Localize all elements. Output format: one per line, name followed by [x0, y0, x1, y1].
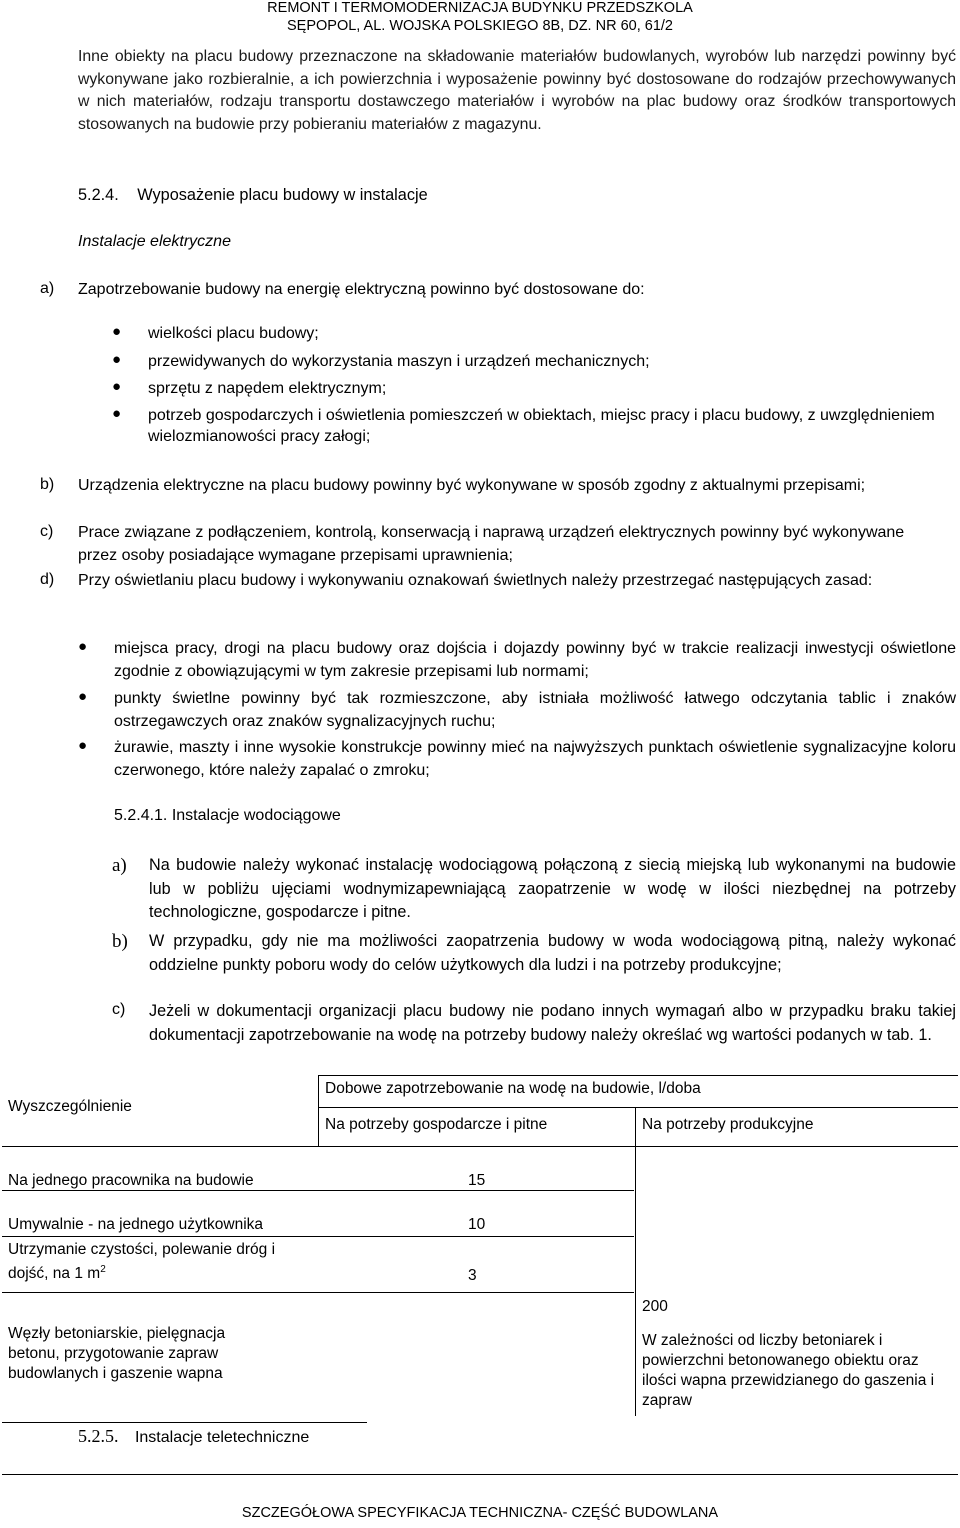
table-row-1-v1: 15 — [468, 1172, 486, 1189]
bullet-a-1-text: wielkości placu budowy; — [148, 325, 319, 342]
bullet-dot: ● — [78, 638, 88, 655]
table-line — [2, 1474, 958, 1475]
bullet-dot: ● — [78, 688, 88, 705]
water-item-c-text: Jeżeli w dokumentacji organizacji placu budowy nie podano innych wymagań albo w przypadku braku takiej dokumentacji zapotrzebowanie na wodę na potrzeby budowy należy określać wg wartości podanych w tab. 1. — [149, 1002, 956, 1044]
section-525-heading — [78, 1426, 309, 1448]
table-header-wyszczegolnienie: Wyszczególnienie — [8, 1098, 132, 1115]
item-c-label: c) — [40, 523, 54, 540]
water-item-a-label: a) — [112, 855, 127, 876]
bullet-dot: ● — [112, 378, 122, 395]
water-item-a-text: Na budowie należy wykonać instalację wodociągową połączoną z siecią miejską lub wykonanymi na budowie lub w pobliżu ujęciami wodnymizapewniającą zaopatrzenie w wodę w ilości niezbędnej na potrzeby technologiczne, gospodarcze i pitne. — [149, 856, 956, 921]
table-line — [2, 1146, 958, 1147]
bullet-dot: ● — [112, 323, 122, 340]
header-line-2: SĘPOPOL, AL. WOJSKA POLSKIEGO 8B, DZ. NR 60, 61/2 — [286, 17, 673, 34]
table-line — [318, 1075, 319, 1147]
table-subheader-1: Na potrzeby gospodarcze i pitne — [325, 1116, 548, 1133]
bullet-dot: ● — [112, 351, 122, 368]
table-header-group: Dobowe zapotrzebowanie na wodę na budowie, l/doba — [325, 1080, 701, 1097]
table-row-4-v2a: 200 — [642, 1298, 668, 1315]
item-b-label: b) — [40, 476, 55, 493]
bullet-dot: ● — [112, 405, 122, 422]
water-item-c-label: c) — [112, 1001, 126, 1018]
item-b — [40, 475, 956, 498]
section-525-number: 5.2.5. — [78, 1426, 119, 1446]
bullet-a-2-text: przewidywanych do wykorzystania maszyn i urządzeń mechanicznych; — [148, 353, 650, 370]
water-item-b — [112, 930, 956, 977]
water-item-b-text: W przypadku, gdy nie ma możliwości zaopatrzenia budowy w woda wodociągową pitną, należy wykonać oddzielne punkty poboru wody do celów użytkowych dla ludzi i na potrzeby produkcyjne; — [149, 932, 956, 974]
section-5241-heading: 5.2.4.1. Instalacje wodociągowe — [114, 807, 341, 824]
table-line — [2, 1292, 634, 1293]
page-footer: SZCZEGÓŁOWA SPECYFIKACJA TECHNICZNA- CZĘŚĆ BUDOWLANA — [241, 1505, 719, 1521]
item-d-text: Przy oświetlaniu placu budowy i wykonywaniu oznakowań świetlnych należy przestrzegać następujących zasad: — [78, 572, 873, 589]
page-header — [190, 0, 770, 35]
section-524-title: Wyposażenie placu budowy w instalacje — [137, 186, 428, 204]
item-d-label: d) — [40, 571, 55, 588]
section-525-title: Instalacje teletechniczne — [134, 1429, 310, 1446]
table-row-2-label: Umywalnie - na jednego użytkownika — [8, 1216, 264, 1233]
item-a — [40, 279, 956, 302]
item-b-text: Urządzenia elektryczne na placu budowy powinny być wykonywane w sposób zgodny z aktualnymi przepisami; — [78, 477, 866, 494]
table-row-4-label: Węzły betoniarskie, pielęgnacja betonu, przygotowanie zapraw budowlanych i gaszenie wapna — [8, 1325, 226, 1382]
section-524-number: 5.2.4. — [78, 186, 119, 204]
water-item-c — [112, 1000, 956, 1047]
bullet-a-3-text: sprzętu z napędem elektrycznym; — [148, 380, 387, 397]
table-line — [2, 1422, 367, 1423]
bullet-dot: ● — [78, 737, 88, 754]
table-row-4-v2b: W zależności od liczby betoniarek i powierzchni betonowanego obiektu oraz ilości wapna przewidzianego do gaszenia i zapraw — [642, 1332, 935, 1409]
table-row-3-v1: 3 — [468, 1267, 477, 1284]
table-row-2-v1: 10 — [468, 1216, 486, 1233]
water-item-b-label: b) — [112, 931, 128, 952]
section-524-heading — [78, 186, 428, 206]
subtitle-electrical: Instalacje elektryczne — [78, 233, 231, 250]
table-row-3-label-sup: 2 — [100, 1264, 106, 1275]
bullet-d-3-text: żurawie, maszty i inne wysokie konstrukcje powinny mieć na najwyższych punktach oświetlenie sygnalizacyjne koloru czerwonego, które należy zapalać o zmroku; — [114, 739, 956, 779]
water-item-a — [112, 854, 956, 925]
table-row-1-label: Na jednego pracownika na budowie — [8, 1172, 254, 1189]
item-c-text: Prace związane z podłączeniem, kontrolą, konserwacją i naprawą urządzeń elektrycznych powinny być wykonywane przez osoby posiadające wymagane przepisami uprawnienia; — [78, 524, 905, 564]
table-line — [318, 1107, 958, 1108]
table-subheader-2: Na potrzeby produkcyjne — [642, 1116, 814, 1133]
table-line — [635, 1107, 636, 1147]
item-c — [40, 522, 956, 567]
bullet-d-2-text: punkty świetlne powinny być tak rozmieszczone, aby istniała możliwość łatwego odczytania tablic i znaków ostrzegawczych oraz znaków sygnalizacyjnych ruchu; — [114, 690, 956, 730]
intro-paragraph: Inne obiekty na placu budowy przeznaczone na składowanie materiałów budowlanych, wyrobów lub narzędzi powinny być wykonywane jako rozbieralnie, a ich powierzchnia i wyposażenie powinny być dostosowane do rodzajów przechowywanych w nich materiałów, rodzaju transportu dostawczego materiałów i wyrobów na plac budowy oraz środków transportowych stosowanych na budowie przy pobieraniu materiałów z magazynu. — [78, 48, 956, 133]
header-line-1: REMONT I TERMOMODERNIZACJA BUDYNKU PRZEDSZKOLA — [267, 0, 693, 16]
item-a-text: Zapotrzebowanie budowy na energię elektryczną powinno być dostosowane do: — [78, 281, 645, 298]
table-row-3-label — [8, 1240, 318, 1284]
bullet-d-1-text: miejsca pracy, drogi na placu budowy oraz dojścia i dojazdy powinny być w trakcie realizacji inwestycji oświetlone zgodnie z obowiązującymi w tym zakresie przepisami lub normami; — [114, 640, 956, 680]
table-line — [2, 1236, 634, 1237]
table-row-3-label-text: Utrzymanie czystości, polewanie dróg i dojść, na 1 m — [8, 1241, 276, 1283]
table-line — [635, 1146, 636, 1416]
item-d — [40, 570, 956, 593]
item-a-label: a) — [40, 280, 55, 297]
bullet-a-4-text: potrzeb gospodarczych i oświetlenia pomieszczeń w obiektach, miejsc pracy i placu budowy, z uwzględnieniem wielozmianowości pracy załogi; — [148, 407, 935, 445]
table-line — [318, 1075, 958, 1076]
